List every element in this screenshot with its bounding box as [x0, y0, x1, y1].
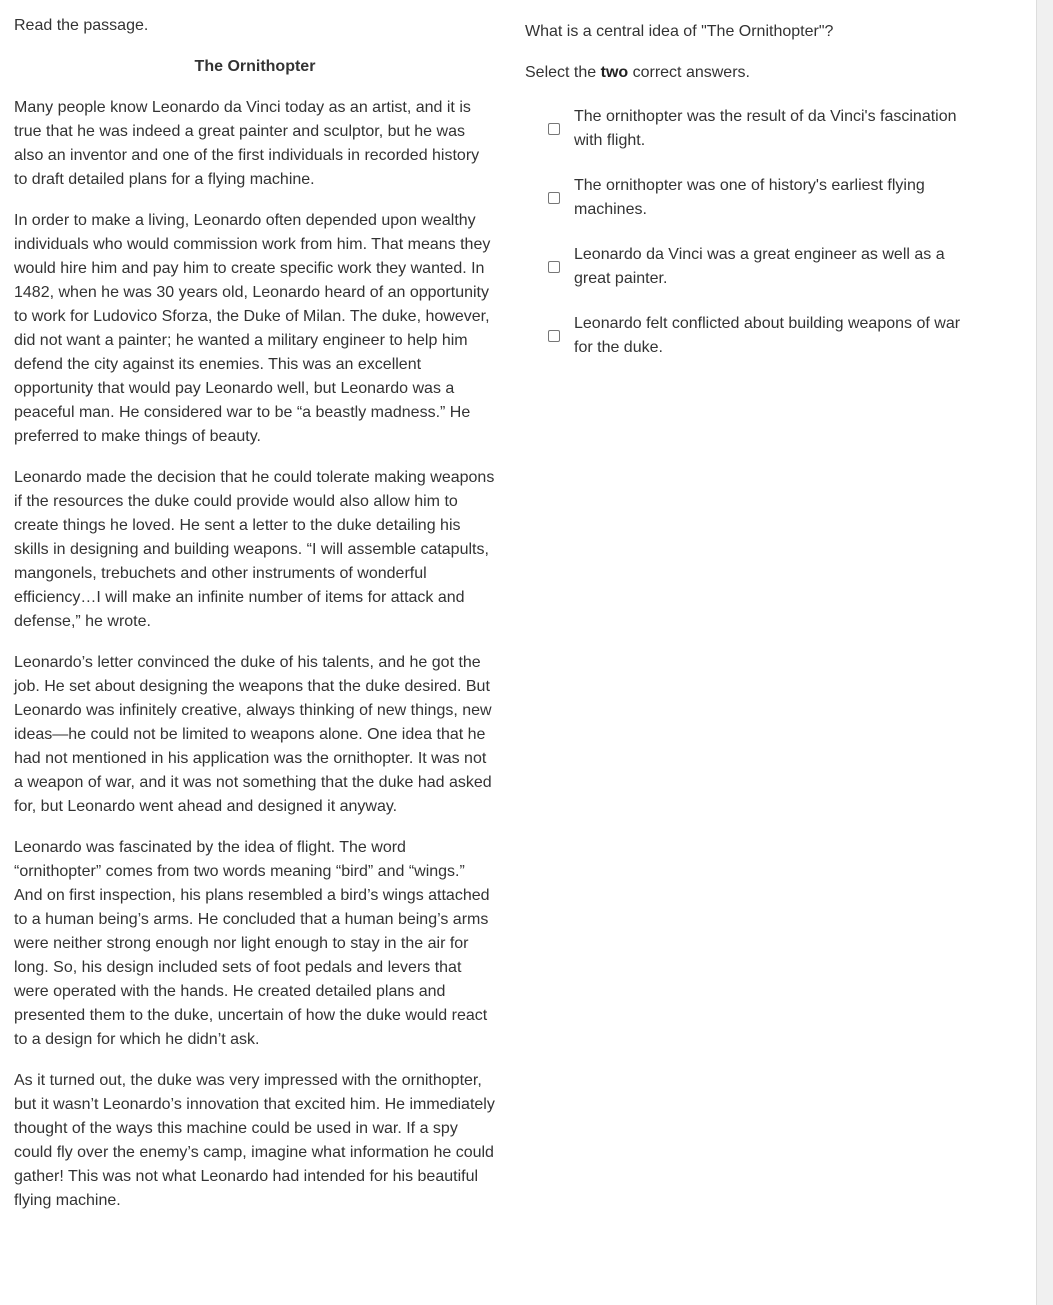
passage-paragraph: Leonardo made the decision that he could tolerate making weapons if the resources the duke could provide would also allow him to create things he loved. He sent a letter to the duke detailing his skills in designing and building weapons. “I will assemble catapults, mangonels, trebuchets and other instruments of wonderful efficiency…I will make an infinite number of items for attack and defense,” he wrote. — [14, 469, 495, 630]
passage-paragraph: Leonardo’s letter convinced the duke of his talents, and he got the job. He set about designing the weapons that the duke desired. But Leonardo was infinitely creative, always thinking of new things, new ideas—he could not be limited to weapons alone. One idea that he had not mentioned in his application was the ornithopter. It was not a weapon of war, and it was not something that the duke had asked for, but Leonardo went ahead and designed it anyway. — [14, 654, 492, 815]
instruction-post: correct answers. — [628, 64, 750, 81]
question-instruction — [525, 61, 975, 85]
passage-paragraph: Many people know Leonardo da Vinci today as an artist, and it is true that he was indeed a great painter and sculptor, but he was also an inventor and one of the first individuals in recorded history to draft detailed plans for a flying machine. — [14, 99, 480, 188]
passage-paragraph: In order to make a living, Leonardo often depended upon wealthy individuals who would commission work from him. That means they would hire him and pay him to create specific work they wanted. In 1482, when he was 30 years old, Leonardo heard of an opportunity to work for Ludovico Sforza, the Duke of Milan. The duke, however, did not want a painter; he wanted a military engineer to help him defend the city against its enemies. This was an excellent opportunity that would pay Leonardo well, but Leonardo was a peaceful man. He considered war to be “a beastly madness.” He preferred to make things of beauty. — [14, 212, 491, 445]
answer-choices — [525, 105, 975, 360]
vertical-scrollbar[interactable] — [1036, 0, 1053, 1305]
answer-choice-label[interactable]: Leonardo felt conflicted about building weapons of war for the duke. — [574, 315, 961, 356]
answer-choice-4[interactable] — [525, 312, 975, 360]
passage-paragraph: Leonardo was fascinated by the idea of flight. The word “ornithopter” comes from two words meaning “bird” and “wings.” And on first inspection, his plans resembled a bird’s wings attached to a human being’s arms. He concluded that a human being’s arms were neither strong enough nor light enough to stay in the air for long. So, his design included sets of foot pedals and levers that were operated with the hands. He created detailed plans and presented them to the duke, uncertain of how the duke would react to a design for which he didn’t ask. — [14, 839, 490, 1048]
checkbox[interactable] — [548, 192, 560, 204]
answer-choice-label[interactable]: The ornithopter was one of history's earliest flying machines. — [574, 177, 925, 218]
question-prompt: What is a central idea of "The Ornithopter"? — [525, 23, 834, 40]
instruction-pre: Select the — [525, 64, 601, 81]
answer-choice-3[interactable] — [525, 243, 975, 291]
checkbox[interactable] — [548, 123, 560, 135]
passage-title: The Ornithopter — [194, 58, 316, 75]
answer-choice-label[interactable]: Leonardo da Vinci was a great engineer as well as a great painter. — [574, 246, 945, 287]
checkbox[interactable] — [548, 330, 560, 342]
passage-intro: Read the passage. — [14, 17, 149, 34]
question-panel — [525, 20, 975, 381]
instruction-emphasis: two — [600, 64, 629, 81]
passage-panel — [14, 14, 496, 1213]
checkbox[interactable] — [548, 261, 560, 273]
answer-choice-label[interactable]: The ornithopter was the result of da Vinci's fascination with flight. — [574, 108, 957, 149]
answer-choice-2[interactable] — [525, 174, 975, 222]
passage-paragraph: As it turned out, the duke was very impressed with the ornithopter, but it wasn’t Leonardo’s innovation that excited him. He immediately thought of the ways this machine could be used in war. If a spy could fly over the enemy’s camp, imagine what information he could gather! This was not what Leonardo had intended for his beautiful flying machine. — [14, 1072, 495, 1209]
answer-choice-1[interactable] — [525, 105, 975, 153]
